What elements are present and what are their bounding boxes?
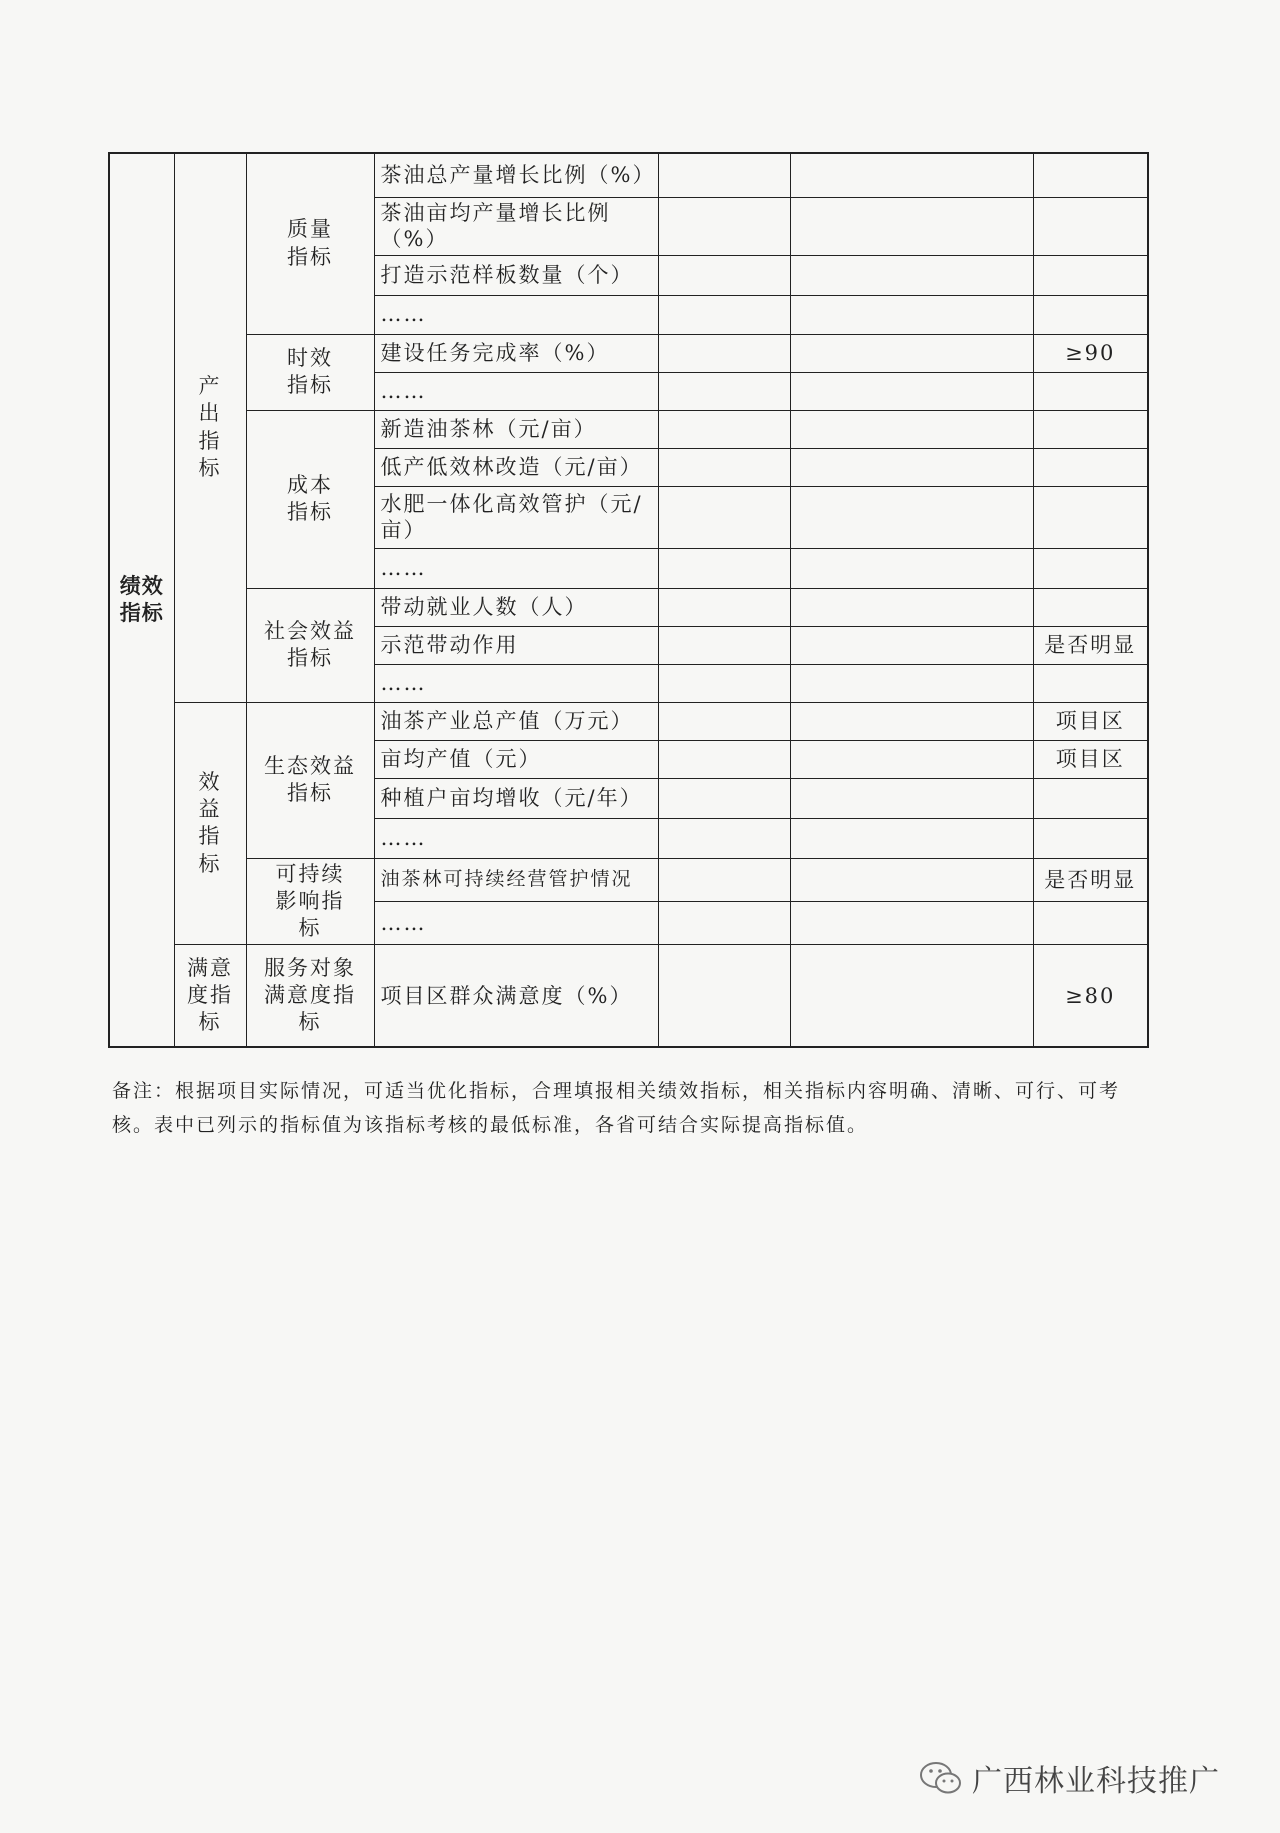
blank-cell bbox=[790, 588, 1033, 626]
indicator-value: 是否明显 bbox=[1033, 858, 1148, 901]
blank-cell bbox=[790, 626, 1033, 664]
blank-cell bbox=[658, 664, 790, 702]
blank-cell bbox=[790, 372, 1033, 410]
indicator-value bbox=[1033, 448, 1148, 486]
output-cell bbox=[174, 153, 246, 702]
blank-cell bbox=[658, 778, 790, 818]
timeliness-cell bbox=[246, 334, 374, 410]
blank-cell bbox=[790, 818, 1033, 858]
sustainable-label: 可持续影响指标 bbox=[275, 861, 345, 941]
sustainable-cell bbox=[246, 858, 374, 945]
indicator-name: …… bbox=[374, 664, 658, 702]
blank-cell bbox=[790, 334, 1033, 372]
indicator-name: 水肥一体化高效管护（元/亩） bbox=[374, 486, 658, 548]
indicator-value bbox=[1033, 295, 1148, 334]
indicator-value: 项目区 bbox=[1033, 702, 1148, 740]
indicator-value bbox=[1033, 153, 1148, 197]
indicator-name: …… bbox=[374, 901, 658, 944]
indicator-name: 低产低效林改造（元/亩） bbox=[374, 448, 658, 486]
indicator-value bbox=[1033, 778, 1148, 818]
indicator-name: …… bbox=[374, 818, 658, 858]
cost-cell bbox=[246, 410, 374, 588]
indicator-name: 示范带动作用 bbox=[374, 626, 658, 664]
blank-cell bbox=[658, 548, 790, 588]
indicator-value bbox=[1033, 664, 1148, 702]
timeliness-label: 时效指标 bbox=[286, 345, 333, 397]
indicator-value: ≥80 bbox=[1033, 945, 1148, 1047]
blank-cell bbox=[790, 153, 1033, 197]
indicator-name: 建设任务完成率（%） bbox=[374, 334, 658, 372]
blank-cell bbox=[790, 778, 1033, 818]
service-label: 服务对象满意度指标 bbox=[264, 955, 356, 1035]
blank-cell bbox=[790, 945, 1033, 1047]
blank-cell bbox=[658, 945, 790, 1047]
blank-cell bbox=[790, 486, 1033, 548]
blank-cell bbox=[658, 858, 790, 901]
satisfaction-label: 满意度指标 bbox=[186, 955, 233, 1035]
table-row bbox=[109, 153, 1148, 197]
level1-cell bbox=[109, 153, 174, 1047]
blank-cell bbox=[790, 255, 1033, 295]
indicator-name: …… bbox=[374, 295, 658, 334]
blank-cell bbox=[790, 410, 1033, 448]
indicator-name: 油茶产业总产值（万元） bbox=[374, 702, 658, 740]
blank-cell bbox=[658, 197, 790, 255]
blank-cell bbox=[790, 664, 1033, 702]
indicator-value: ≥90 bbox=[1033, 334, 1148, 372]
satisfaction-cell bbox=[174, 945, 246, 1047]
blank-cell bbox=[790, 448, 1033, 486]
blank-cell bbox=[790, 901, 1033, 944]
indicator-name: 茶油亩均产量增长比例（%） bbox=[374, 197, 658, 255]
indicator-name: 亩均产值（元） bbox=[374, 740, 658, 778]
indicator-value bbox=[1033, 255, 1148, 295]
blank-cell bbox=[790, 740, 1033, 778]
indicator-name: 项目区群众满意度（%） bbox=[374, 945, 658, 1047]
cost-label: 成本指标 bbox=[286, 472, 333, 524]
watermark bbox=[918, 1756, 1220, 1800]
blank-cell bbox=[658, 818, 790, 858]
blank-cell bbox=[658, 486, 790, 548]
watermark-text: 广西林业科技推广 bbox=[972, 1764, 1220, 1799]
blank-cell bbox=[790, 197, 1033, 255]
indicator-name: 茶油总产量增长比例（%） bbox=[374, 153, 658, 197]
blank-cell bbox=[658, 255, 790, 295]
indicator-value bbox=[1033, 197, 1148, 255]
table-row bbox=[109, 410, 1148, 448]
blank-cell bbox=[790, 548, 1033, 588]
blank-cell bbox=[790, 702, 1033, 740]
blank-cell bbox=[790, 295, 1033, 334]
indicator-value: 是否明显 bbox=[1033, 626, 1148, 664]
indicator-value bbox=[1033, 372, 1148, 410]
indicator-name: …… bbox=[374, 548, 658, 588]
table-row bbox=[109, 588, 1148, 626]
indicator-value bbox=[1033, 901, 1148, 944]
indicator-value: 项目区 bbox=[1033, 740, 1148, 778]
blank-cell bbox=[658, 334, 790, 372]
indicator-name: …… bbox=[374, 372, 658, 410]
quality-cell bbox=[246, 153, 374, 334]
indicator-name: 新造油茶林（元/亩） bbox=[374, 410, 658, 448]
blank-cell bbox=[658, 448, 790, 486]
benefit-cell bbox=[174, 702, 246, 945]
wechat-icon bbox=[918, 1759, 964, 1797]
quality-label: 质量指标 bbox=[286, 217, 333, 269]
social-cell bbox=[246, 588, 374, 702]
indicator-name: 种植户亩均增收（元/年） bbox=[374, 778, 658, 818]
blank-cell bbox=[658, 702, 790, 740]
ecological-cell bbox=[246, 702, 374, 858]
indicator-value bbox=[1033, 410, 1148, 448]
indicator-value bbox=[1033, 548, 1148, 588]
blank-cell bbox=[658, 626, 790, 664]
blank-cell bbox=[658, 410, 790, 448]
indicator-value bbox=[1033, 486, 1148, 548]
blank-cell bbox=[658, 740, 790, 778]
indicator-name: 打造示范样板数量（个） bbox=[374, 255, 658, 295]
table-row bbox=[109, 858, 1148, 901]
level1-label: 绩效指标 bbox=[119, 573, 164, 625]
blank-cell bbox=[658, 153, 790, 197]
social-label: 社会效益指标 bbox=[264, 618, 356, 670]
blank-cell bbox=[658, 295, 790, 334]
blank-cell bbox=[658, 901, 790, 944]
blank-cell bbox=[658, 372, 790, 410]
service-cell bbox=[246, 945, 374, 1047]
footnote: 备注：根据项目实际情况，可适当优化指标，合理填报相关绩效指标，相关指标内容明确、清晰、可行、可考核。表中已列示的指标值为该指标考核的最低标准，各省可结合实际提高指标值。 bbox=[112, 1080, 1121, 1136]
table-row bbox=[109, 702, 1148, 740]
benefit-label: 效益指标 bbox=[198, 769, 222, 876]
blank-cell bbox=[790, 858, 1033, 901]
table-row bbox=[109, 945, 1148, 1047]
output-label: 产出指标 bbox=[198, 374, 222, 481]
indicator-name: 油茶林可持续经营管护情况 bbox=[374, 858, 658, 901]
indicator-name: 带动就业人数（人） bbox=[374, 588, 658, 626]
indicator-value bbox=[1033, 818, 1148, 858]
table-row bbox=[109, 334, 1148, 372]
indicator-value bbox=[1033, 588, 1148, 626]
performance-indicator-table bbox=[108, 152, 1149, 1048]
blank-cell bbox=[658, 588, 790, 626]
ecological-label: 生态效益指标 bbox=[264, 753, 356, 805]
